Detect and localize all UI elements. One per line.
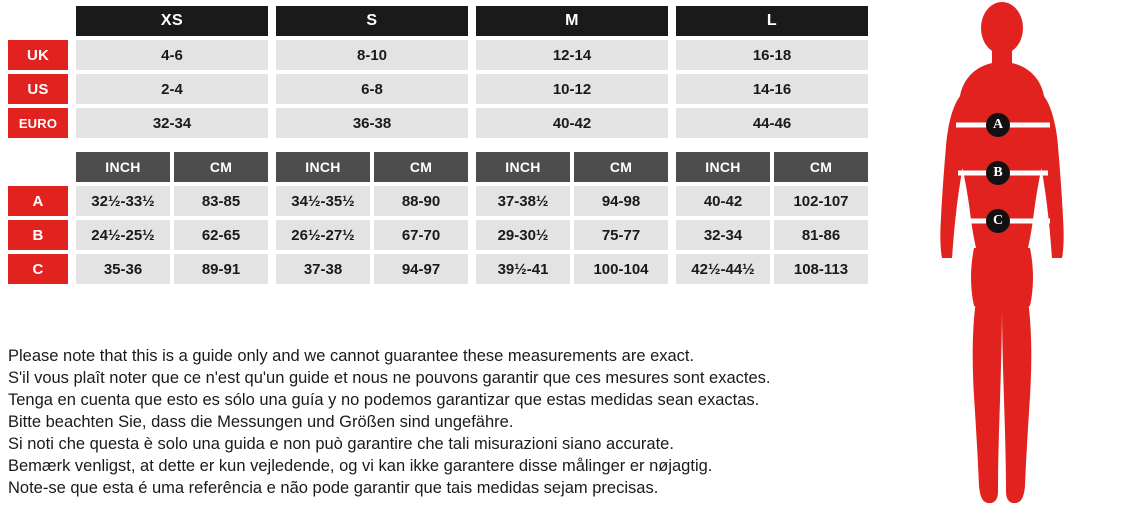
table-row xyxy=(8,40,868,70)
uk-xs-group xyxy=(76,40,268,70)
euro-m-value: 40-42 xyxy=(476,108,668,138)
a-s-inch: 34½-35½ xyxy=(276,186,370,216)
uk-xs-value: 4-6 xyxy=(76,40,268,70)
unit-header-xs-inch: INCH xyxy=(76,152,170,182)
row-label-euro: EURO xyxy=(8,108,68,138)
b-xs-group xyxy=(76,220,268,250)
table-row xyxy=(8,220,868,250)
us-l-group xyxy=(676,74,868,104)
size-header-xs: XS xyxy=(76,6,268,36)
size-header-s: S xyxy=(276,6,468,36)
size-chart-table xyxy=(8,6,868,288)
a-l-group xyxy=(676,186,868,216)
a-xs-cm: 83-85 xyxy=(174,186,268,216)
b-s-inch: 26½-27½ xyxy=(276,220,370,250)
uk-s-value: 8-10 xyxy=(276,40,468,70)
b-l-group xyxy=(676,220,868,250)
size-header-group-s xyxy=(276,6,468,36)
c-xs-group xyxy=(76,254,268,284)
size-header-group-m xyxy=(476,6,668,36)
unit-header-s-cm: CM xyxy=(374,152,468,182)
table-row xyxy=(8,108,868,138)
euro-m-group xyxy=(476,108,668,138)
uk-m-group xyxy=(476,40,668,70)
us-s-group xyxy=(276,74,468,104)
size-header-group-xs xyxy=(76,6,268,36)
b-xs-inch: 24½-25½ xyxy=(76,220,170,250)
b-l-inch: 32-34 xyxy=(676,220,770,250)
unit-header-group-xs xyxy=(76,152,268,182)
note-line-es: Tenga en cuenta que esto es sólo una guía y no podemos garantizar que estas medidas sean exactas. xyxy=(8,391,760,409)
unit-header-group-s xyxy=(276,152,468,182)
c-m-group xyxy=(476,254,668,284)
us-s-value: 6-8 xyxy=(276,74,468,104)
a-xs-group xyxy=(76,186,268,216)
a-s-cm: 88-90 xyxy=(374,186,468,216)
size-header-m: M xyxy=(476,6,668,36)
body-measurement-figure xyxy=(878,0,1128,516)
us-m-group xyxy=(476,74,668,104)
a-l-cm: 102-107 xyxy=(774,186,868,216)
c-l-inch: 42½-44½ xyxy=(676,254,770,284)
size-header-row xyxy=(8,6,868,36)
row-label-c: C xyxy=(8,254,68,284)
unit-header-row xyxy=(8,152,868,182)
a-l-inch: 40-42 xyxy=(676,186,770,216)
uk-l-value: 16-18 xyxy=(676,40,868,70)
c-l-group xyxy=(676,254,868,284)
euro-s-value: 36-38 xyxy=(276,108,468,138)
c-s-group xyxy=(276,254,468,284)
c-l-cm: 108-113 xyxy=(774,254,868,284)
c-s-cm: 94-97 xyxy=(374,254,468,284)
figure-badge-c: C xyxy=(986,209,1010,233)
figure-badge-a: A xyxy=(986,113,1010,137)
us-xs-value: 2-4 xyxy=(76,74,268,104)
figure-badge-b: B xyxy=(986,161,1010,185)
c-xs-inch: 35-36 xyxy=(76,254,170,284)
table-row xyxy=(8,186,868,216)
euro-l-value: 44-46 xyxy=(676,108,868,138)
note-line-da: Bemærk venligst, at dette er kun vejledende, og vi kan ikke garantere disse målinger er nøjagtig. xyxy=(8,457,713,475)
euro-xs-group xyxy=(76,108,268,138)
b-m-group xyxy=(476,220,668,250)
unit-header-m-inch: INCH xyxy=(476,152,570,182)
size-header-l: L xyxy=(676,6,868,36)
a-s-group xyxy=(276,186,468,216)
euro-l-group xyxy=(676,108,868,138)
uk-m-value: 12-14 xyxy=(476,40,668,70)
note-line-de: Bitte beachten Sie, dass die Messungen und Größen sind ungefähre. xyxy=(8,413,514,431)
row-label-us: US xyxy=(8,74,68,104)
b-l-cm: 81-86 xyxy=(774,220,868,250)
header-corner-spacer xyxy=(8,6,68,36)
disclaimer-notes xyxy=(8,345,888,499)
uk-s-group xyxy=(276,40,468,70)
table-row xyxy=(8,74,868,104)
note-line-it: Si noti che questa è solo una guida e non può garantire che tali misurazioni siano accurate. xyxy=(8,435,674,453)
unit-header-l-inch: INCH xyxy=(676,152,770,182)
c-s-inch: 37-38 xyxy=(276,254,370,284)
unit-header-group-m xyxy=(476,152,668,182)
unit-header-s-inch: INCH xyxy=(276,152,370,182)
row-label-b: B xyxy=(8,220,68,250)
c-m-cm: 100-104 xyxy=(574,254,668,284)
note-line-pt: Note-se que esta é uma referência e não pode garantir que tais medidas sejam precisas. xyxy=(8,479,659,497)
euro-s-group xyxy=(276,108,468,138)
euro-xs-value: 32-34 xyxy=(76,108,268,138)
b-m-cm: 75-77 xyxy=(574,220,668,250)
unit-header-group-l xyxy=(676,152,868,182)
uk-l-group xyxy=(676,40,868,70)
row-label-a: A xyxy=(8,186,68,216)
size-header-group-l xyxy=(676,6,868,36)
b-m-inch: 29-30½ xyxy=(476,220,570,250)
row-label-uk: UK xyxy=(8,40,68,70)
table-row xyxy=(8,254,868,284)
us-l-value: 14-16 xyxy=(676,74,868,104)
a-m-cm: 94-98 xyxy=(574,186,668,216)
a-m-group xyxy=(476,186,668,216)
unit-header-m-cm: CM xyxy=(574,152,668,182)
b-s-group xyxy=(276,220,468,250)
unit-header-xs-cm: CM xyxy=(174,152,268,182)
b-xs-cm: 62-65 xyxy=(174,220,268,250)
c-xs-cm: 89-91 xyxy=(174,254,268,284)
unit-header-corner-spacer xyxy=(8,152,68,182)
note-line-en: Please note that this is a guide only and we cannot guarantee these measurements are exact. xyxy=(8,347,695,365)
b-s-cm: 67-70 xyxy=(374,220,468,250)
table-section-spacer xyxy=(8,142,868,152)
us-xs-group xyxy=(76,74,268,104)
a-xs-inch: 32½-33½ xyxy=(76,186,170,216)
note-line-fr: S'il vous plaît noter que ce n'est qu'un guide et nous ne pouvons garantir que ces mesures sont exactes. xyxy=(8,369,771,387)
female-body-silhouette-icon xyxy=(878,0,1128,516)
us-m-value: 10-12 xyxy=(476,74,668,104)
a-m-inch: 37-38½ xyxy=(476,186,570,216)
unit-header-l-cm: CM xyxy=(774,152,868,182)
c-m-inch: 39½-41 xyxy=(476,254,570,284)
